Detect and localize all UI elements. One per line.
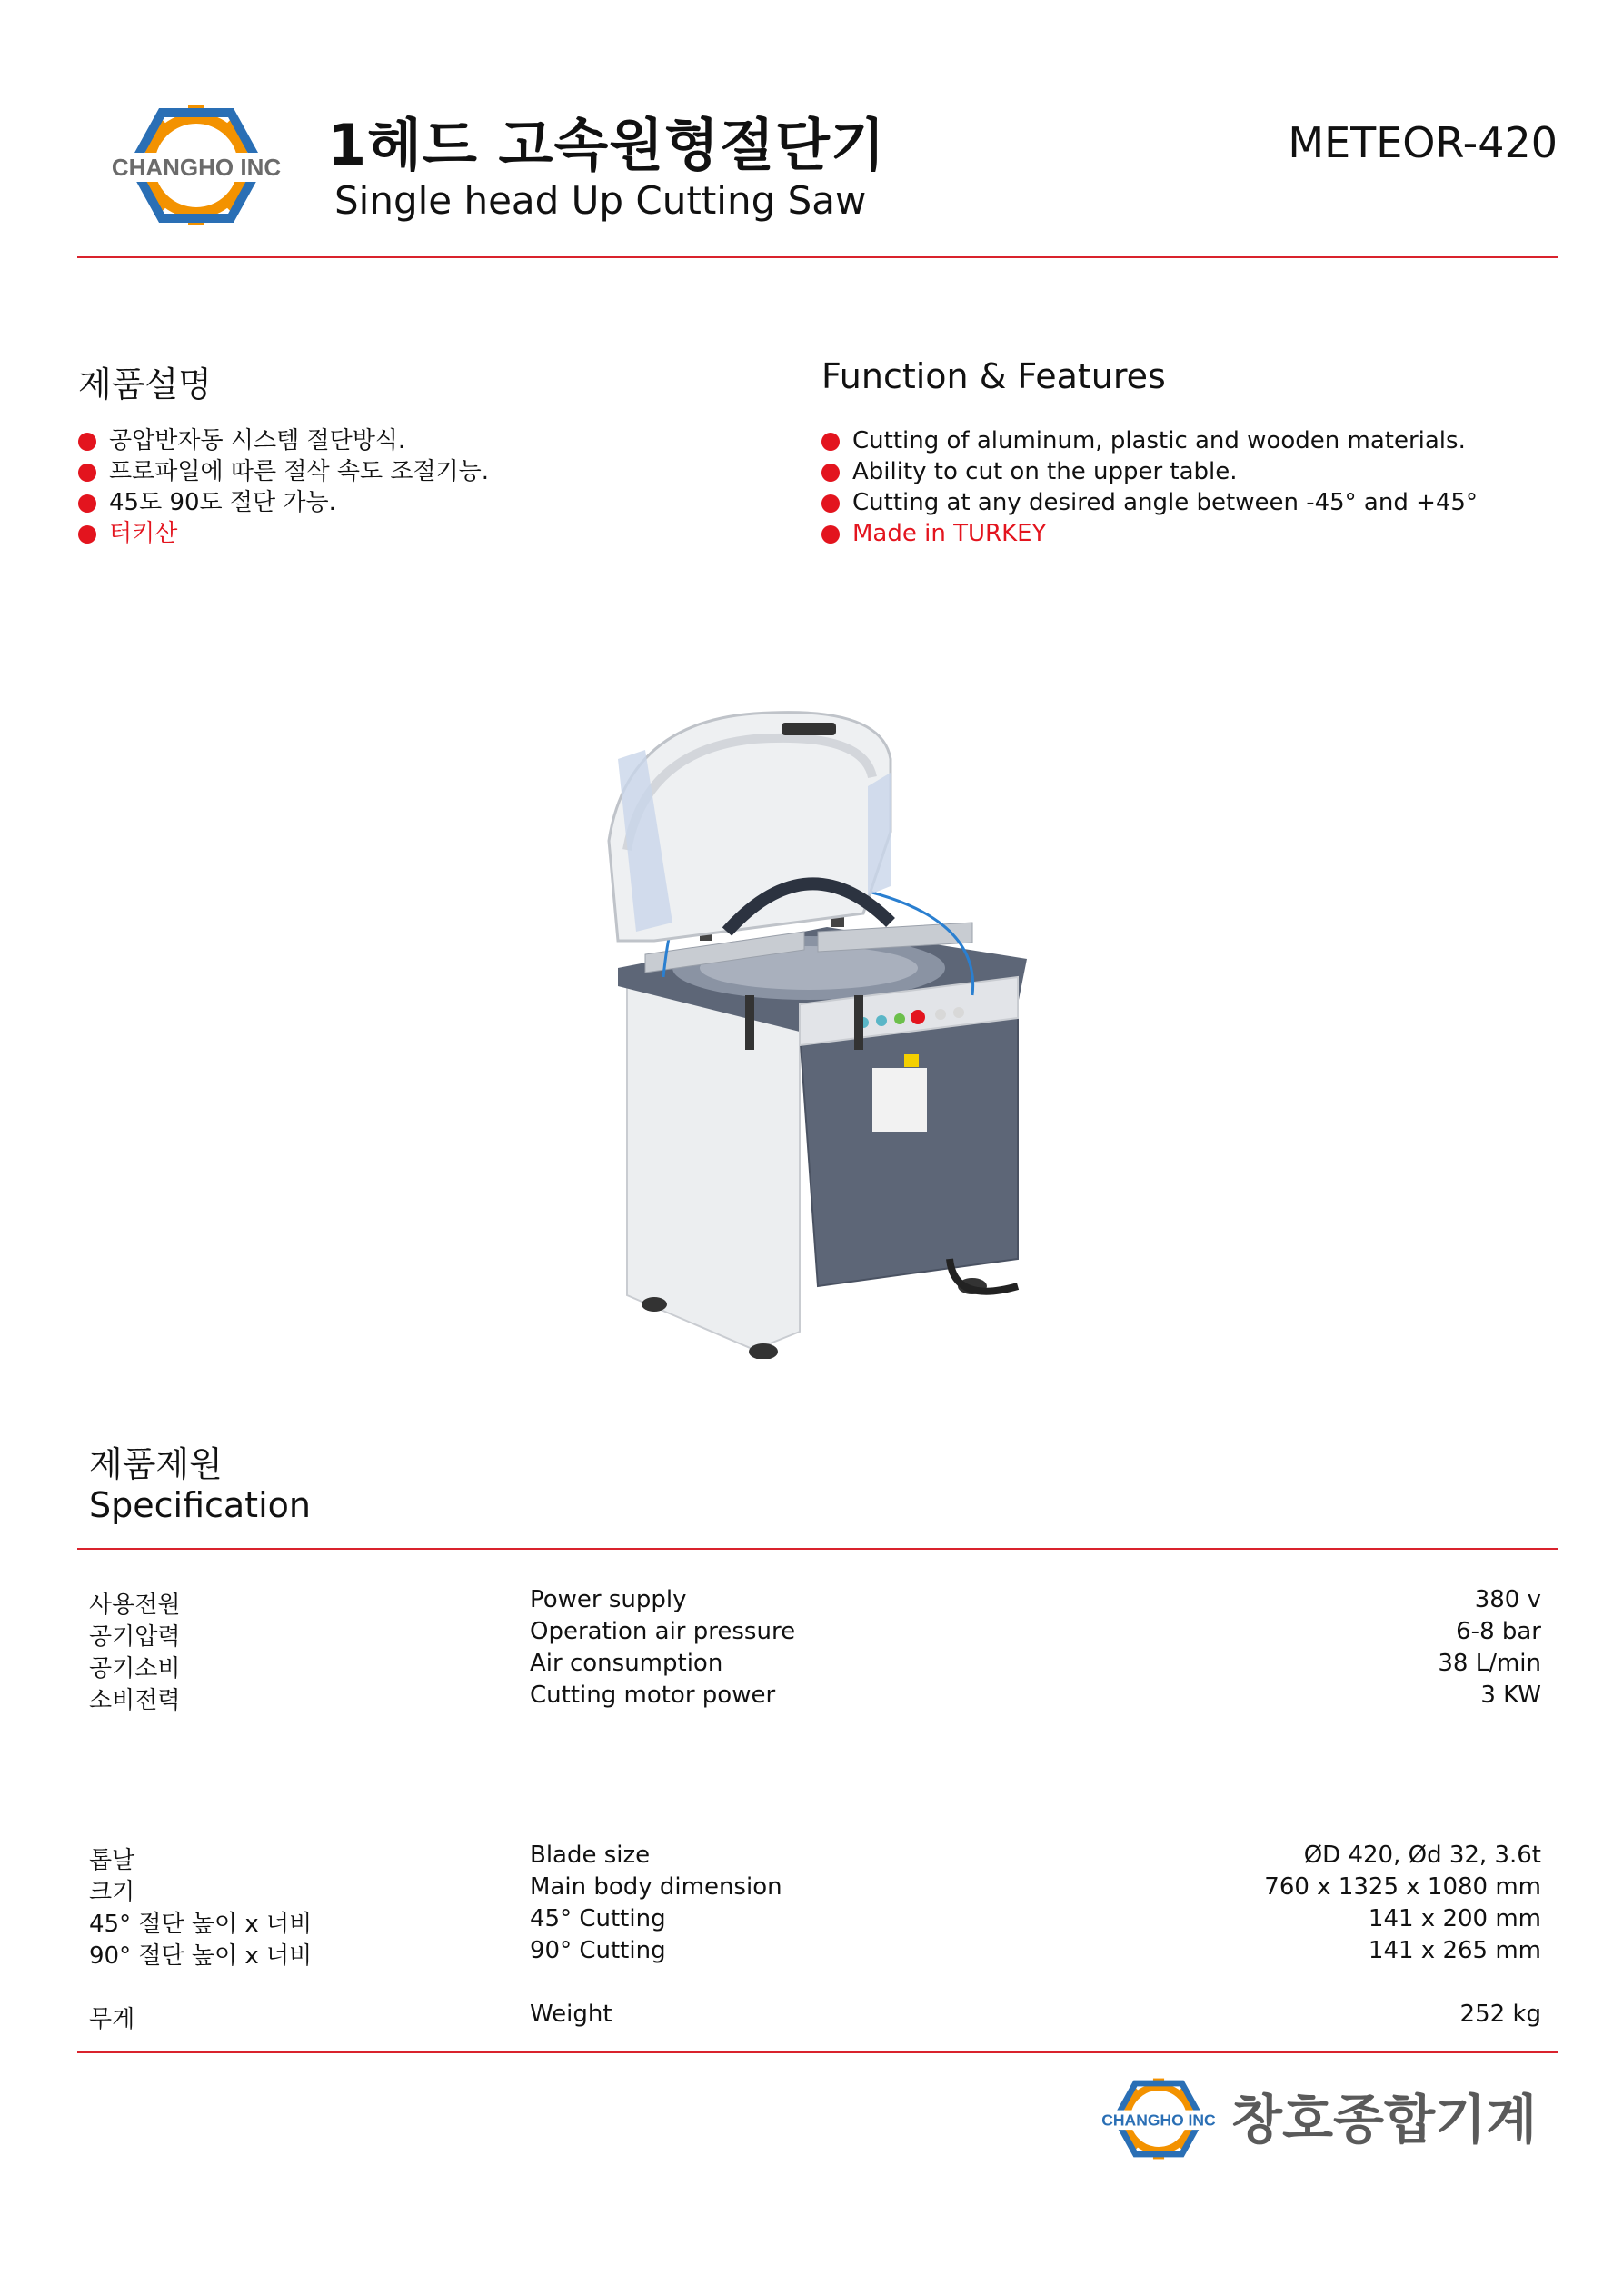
- header-divider: [77, 256, 1558, 258]
- spec-row-power-supply: [89, 1586, 1541, 1617]
- spec-value: ØD 420, Ød 32, 3.6t: [1303, 1842, 1541, 1869]
- spec-row-blade-size: [89, 1842, 1541, 1872]
- spec-divider: [77, 1548, 1558, 1550]
- changho-logo: [102, 95, 291, 236]
- model-number: METEOR-420: [1288, 118, 1558, 167]
- spec-label-en: Power supply: [530, 1586, 687, 1613]
- machine-photo: [591, 704, 1063, 1359]
- spec-label-ko: 공기소비: [89, 1655, 181, 1682]
- spec-label-en: 90° Cutting: [530, 1937, 666, 1964]
- spec-label-en: 45° Cutting: [530, 1905, 666, 1932]
- spec-value: 6-8 bar: [1456, 1618, 1541, 1645]
- spec-label-ko: 90° 절단 높이 x 너비: [89, 1942, 313, 1970]
- spec-label-en: Operation air pressure: [530, 1618, 796, 1645]
- list-item: Cutting of aluminum, plastic and wooden materials.: [821, 425, 1478, 456]
- spec-label-ko: 45° 절단 높이 x 너비: [89, 1911, 313, 1938]
- spec-row-air-pressure: [89, 1618, 1541, 1649]
- spec-value: 141 x 200 mm: [1368, 1905, 1541, 1932]
- spec-value: 3 KW: [1480, 1682, 1541, 1709]
- spec-label-en: Weight: [530, 2001, 612, 2028]
- list-item: 프로파일에 따른 절삭 속도 조절기능.: [78, 456, 489, 487]
- spec-label-en: Main body dimension: [530, 1873, 782, 1901]
- spec-label-ko: 공기압력: [89, 1623, 181, 1651]
- spec-value: 252 kg: [1459, 2001, 1541, 2028]
- features-list-en: [821, 425, 1478, 549]
- spec-value: 38 L/min: [1438, 1650, 1541, 1677]
- spec-row-45-cutting: [89, 1905, 1541, 1936]
- features-heading-en: Function & Features: [821, 356, 1166, 396]
- changho-logo-footer: [1095, 2068, 1222, 2170]
- spec-row-air-consumption: [89, 1650, 1541, 1681]
- spec-label-ko: 크기: [89, 1879, 135, 1906]
- spec-heading-en: Specification: [89, 1485, 311, 1525]
- spec-value: 380 v: [1474, 1586, 1541, 1613]
- spec-label-ko: 무게: [89, 2006, 135, 2033]
- spec-row-90-cutting: [89, 1937, 1541, 1968]
- spec-value: 760 x 1325 x 1080 mm: [1264, 1873, 1541, 1901]
- product-title-ko: 1헤드 고속원형절단기: [327, 112, 886, 178]
- spec-label-en: Air consumption: [530, 1650, 723, 1677]
- spec-heading-ko: 제품제원: [89, 1444, 223, 1484]
- list-item: 45도 90도 절단 가능.: [78, 487, 489, 518]
- list-item: 공압반자동 시스템 절단방식.: [78, 425, 489, 456]
- list-item-origin: 터키산: [78, 518, 489, 549]
- description-heading-ko: 제품설명: [78, 364, 212, 404]
- description-list-ko: [78, 425, 489, 549]
- spec-row-motor-power: [89, 1682, 1541, 1712]
- list-item-origin: Made in TURKEY: [821, 518, 1478, 549]
- list-item: Ability to cut on the upper table.: [821, 456, 1478, 487]
- spec-row-weight: [89, 2001, 1541, 2031]
- spec-label-en: Cutting motor power: [530, 1682, 776, 1709]
- product-title-en: Single head Up Cutting Saw: [334, 178, 867, 223]
- svg-text:CHANGHO INC: CHANGHO INC: [1101, 2111, 1216, 2130]
- spec-value: 141 x 265 mm: [1368, 1937, 1541, 1964]
- spec-label-en: Blade size: [530, 1842, 651, 1869]
- spec-label-ko: 톱날: [89, 1847, 135, 1874]
- spec-label-ko: 소비전력: [89, 1687, 181, 1714]
- svg-text:CHANGHO INC: CHANGHO INC: [111, 154, 282, 181]
- company-name: 창호종합기계: [1231, 2089, 1538, 2151]
- footer-divider: [77, 2051, 1558, 2053]
- list-item: Cutting at any desired angle between -45° and +45°: [821, 487, 1478, 518]
- spec-label-ko: 사용전원: [89, 1592, 181, 1619]
- spec-row-body-dimension: [89, 1873, 1541, 1904]
